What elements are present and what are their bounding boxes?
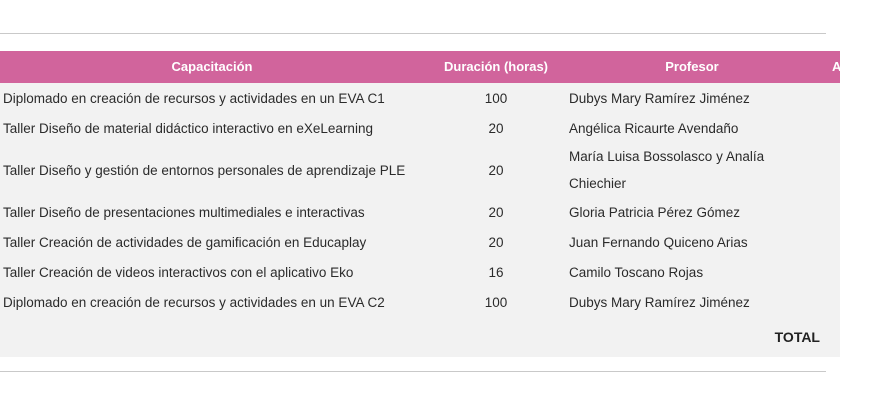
top-divider (0, 33, 826, 34)
cell-hours: 20 (488, 120, 504, 136)
cell-course: Taller Diseño de presentaciones multimediales e interactivas (3, 204, 365, 220)
cell-teacher: Angélica Ricaurte Avendaño (569, 120, 739, 136)
table-row (0, 227, 840, 257)
cell-teacher: Dubys Mary Ramírez Jiménez (569, 294, 750, 310)
cell-hours: 20 (488, 162, 504, 178)
cell-teacher: Juan Fernando Quiceno Arias (569, 234, 748, 250)
table-row (0, 287, 840, 317)
table-row (0, 257, 840, 287)
cell-hours: 100 (484, 90, 508, 106)
bottom-divider (0, 371, 826, 372)
cell-course: Diplomado en creación de recursos y actividades en un EVA C2 (3, 294, 385, 310)
cell-course: Taller Creación de actividades de gamificación en Educaplay (3, 234, 367, 250)
table-row (0, 113, 840, 143)
header-course: Capacitación (171, 59, 253, 74)
cell-course: Diplomado en creación de recursos y actividades en un EVA C1 (3, 90, 385, 106)
cell-course: Taller Diseño y gestión de entornos personales de aprendizaje PLE (3, 162, 406, 178)
table-row (0, 197, 840, 227)
header-hours: Duración (horas) (443, 59, 548, 74)
cell-teacher: Dubys Mary Ramírez Jiménez (569, 90, 750, 106)
cell-course: Taller Creación de videos interactivos con el aplicativo Eko (3, 264, 354, 280)
header-extra: A (832, 59, 842, 74)
table-header (0, 51, 840, 83)
cell-hours: 20 (488, 234, 504, 250)
cell-teacher: Gloria Patricia Pérez Gómez (569, 204, 741, 220)
cell-hours: 100 (484, 294, 508, 310)
cell-teacher: María Luisa Bossolasco y Analía Chiechier (569, 149, 765, 191)
total-label: TOTAL (774, 329, 820, 345)
table-row (0, 143, 840, 197)
cell-hours: 16 (488, 264, 504, 280)
cell-hours: 20 (488, 204, 504, 220)
header-teacher: Profesor (665, 59, 719, 74)
cell-course: Taller Diseño de material didáctico interactivo en eXeLearning (3, 120, 373, 136)
table-row (0, 83, 840, 113)
training-table (0, 51, 840, 357)
cell-teacher: Camilo Toscano Rojas (569, 264, 704, 280)
